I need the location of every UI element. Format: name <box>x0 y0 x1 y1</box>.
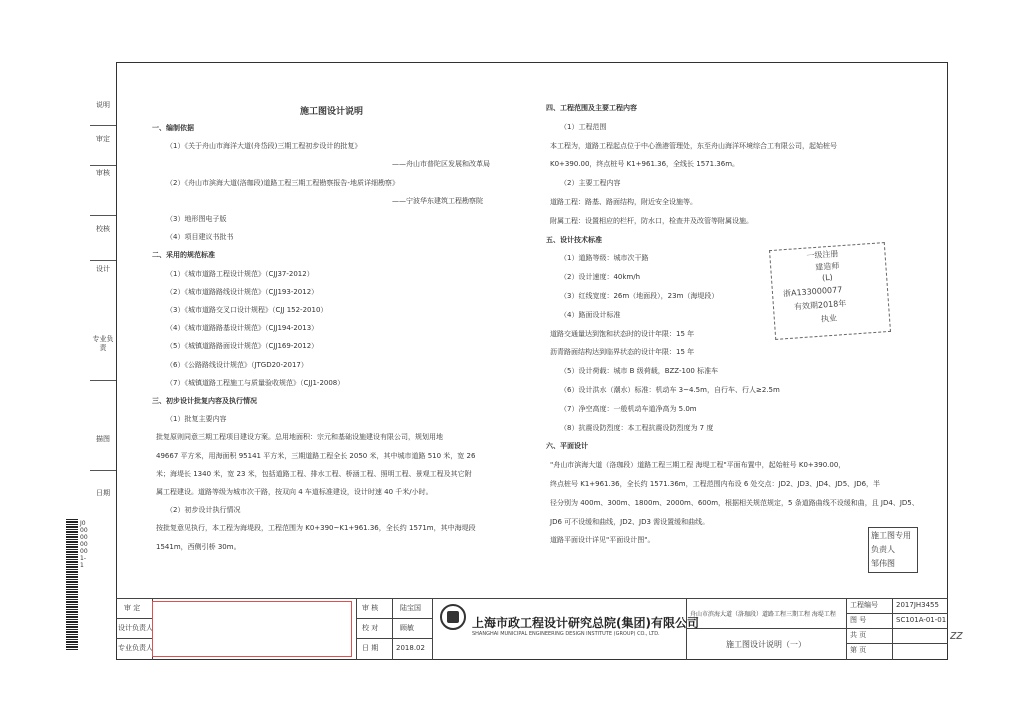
body-line: 按批复意见执行，本工程为海堤段，工程范围为 K0+390~K1+961.36，全长约 1571m，其中海堤段 <box>156 524 476 533</box>
strip-divider <box>90 260 116 261</box>
tb-label: 审 定 <box>124 604 141 612</box>
strip-label: 说明 <box>96 101 110 109</box>
tb-label: 日 期 <box>362 644 379 652</box>
body-line: 道路交通量达到饱和状态时的设计年限：15 年 <box>550 329 695 338</box>
tb-border <box>356 638 432 639</box>
strip-divider <box>90 165 116 166</box>
strip-divider <box>90 380 116 381</box>
body-line: 批复原则同意三期工程项目建设方案。总用地面积：宗元和基础设施建设有限公司，规划用地 <box>156 433 443 442</box>
body-line: （3）《城市道路交叉口设计规程》（CJJ 152-2010） <box>166 306 328 314</box>
registration-stamp <box>769 242 891 340</box>
stamp-text: 一级注册 <box>806 249 839 261</box>
body-line: （1）道路等级：城市次干路 <box>560 254 649 263</box>
body-line: 道路平面设计详见"平面设计图"。 <box>550 536 655 545</box>
sheet-title: 施工图设计说明（一） <box>726 640 806 649</box>
stamp-text: 浙A133000077 <box>782 285 843 299</box>
body-line: （5）《城镇道路路面设计规范》（CJJ169-2012） <box>166 342 319 351</box>
tb-value: 陆宝国 <box>400 604 421 612</box>
project-name: 舟山市滨海大道（洛珈段）道路工程三期工程 海堤工程 <box>690 611 836 618</box>
body-line: 本工程为，道路工程起点位于中心渔港管理处，东至舟山海洋环境综合工有限公司，起始桩号 <box>550 141 837 150</box>
body-line: （4）《城市道路路基设计规范》（CJJ194-2013） <box>166 324 319 333</box>
barcode <box>66 518 78 650</box>
tb-border <box>116 638 152 639</box>
strip-divider <box>90 470 116 471</box>
body-line: 49667 平方米，用海面积 95141 平方米，三期道路工程全长 2050 米，其中城市道路 510 米，宽 26 <box>156 451 476 460</box>
strip-label: 设计 <box>96 265 110 273</box>
stamp-text: 施工图专用 <box>871 531 911 540</box>
tb-border <box>432 598 433 660</box>
body-line: （2）主要工程内容 <box>560 179 621 188</box>
body-line: （5）设计荷载：城市 B 级荷载，BZZ-100 标准车 <box>560 367 719 376</box>
body-line: JD6 可不设缓和曲线，JD2、JD3 需设置缓和曲线。 <box>550 517 710 526</box>
company-logo-icon <box>440 604 466 630</box>
tb-border <box>892 598 893 660</box>
construction-drawing-stamp <box>868 527 918 573</box>
body-line: 沥青路面结构达到临界状态的设计年限：15 年 <box>550 348 695 357</box>
strip-label: 专业负责 <box>92 335 114 352</box>
body-line: （1）工程范围 <box>560 122 607 131</box>
section-heading: 五、设计技术标准 <box>546 235 602 244</box>
body-line: （1）《关于舟山市海洋大道(舟岱段)三期工程初步设计的批复》 <box>166 142 362 151</box>
section-heading: 一、编制依据 <box>152 124 194 132</box>
body-line: K0+390.00，终点桩号 K1+961.36，全线长 1571.36m。 <box>550 160 740 169</box>
drawing-number: SC101A-01-01 <box>896 616 947 624</box>
body-line: （6）设计洪水（潮水）标准：机动车 3~4.5m，自行车、行人≥2.5m <box>560 386 780 394</box>
redacted-area <box>152 601 352 657</box>
body-line: （7）《城镇道路工程施工与质量验收规范》（CJJ1-2008） <box>166 378 345 387</box>
tb-label: 第 页 <box>850 646 867 654</box>
body-line: （8）抗震设防烈度：本工程抗震设防烈度为 7 度 <box>560 423 714 432</box>
body-line: （2）《舟山市滨海大道(洛珈段)道路工程三期工程勘察报告-地质详细勘察》 <box>166 178 399 187</box>
body-line: "舟山市滨海大道（洛珈段）道路工程三期工程 海堤工程"平面布置中，起始桩号 K0+390.00， <box>550 461 846 470</box>
tb-border <box>116 618 152 619</box>
strip-label: 审定 <box>96 135 110 143</box>
left-revision-strip <box>90 95 116 515</box>
tb-border <box>846 613 948 614</box>
body-line: （2）《城市道路路线设计规范》（CJJ193-2012） <box>166 287 319 296</box>
stamp-text: 执业 <box>820 313 838 324</box>
strip-label: 描图 <box>96 435 110 443</box>
tb-border <box>846 628 948 629</box>
tb-value: 2018.02 <box>396 644 425 652</box>
stamp-text: (L) <box>821 272 834 283</box>
page-title: 施工图设计说明 <box>300 107 364 117</box>
strip-divider <box>90 215 116 216</box>
body-line: 径分别为 400m、300m、1800m、2000m、600m，根据相关规范规定，5 条道路曲线不设缓和曲，且 JD4、JD5、 <box>550 498 919 507</box>
body-line: （6）《公路路线设计规范》（JTGD20-2017） <box>166 360 308 369</box>
strip-label: 校核 <box>96 225 110 233</box>
stamp-text: 有效期2018年 <box>793 298 847 312</box>
tb-value: 顾敏 <box>400 624 414 632</box>
company-name-english: SHANGHAI MUNICIPAL ENGINEERING DESIGN INSTITUTE (GROUP) CO., LTD. <box>472 631 660 637</box>
body-line: 附属工程：设置相应的栏杆，防水口，检查井及改管等附属设施。 <box>550 216 753 225</box>
stamp-text: 建造师 <box>815 261 840 272</box>
section-heading: 三、初步设计批复内容及执行情况 <box>152 397 257 405</box>
body-line: 终点桩号 K1+961.36，全长约 1571.36m，工程范围内布设 6 处交点：JD2、JD3、JD4、JD5、JD6，半 <box>550 480 881 488</box>
section-heading: 六、平面设计 <box>546 442 588 451</box>
section-heading: 四、工程范围及主要工程内容 <box>546 104 637 112</box>
body-line: 1541m，西侧引桥 30m。 <box>156 542 241 551</box>
body-line: （3）地形图电子版 <box>166 215 227 223</box>
body-line: （1）批复主要内容 <box>166 415 227 424</box>
tb-border <box>686 628 846 629</box>
body-line: （4）路面设计标准 <box>560 310 621 319</box>
tb-border <box>356 598 357 660</box>
strip-label: 日期 <box>96 489 110 497</box>
tb-border <box>846 643 948 644</box>
body-line: （2）设计速度：40km/h <box>560 273 641 282</box>
handwritten-signature: zz <box>950 628 963 642</box>
strip-divider <box>90 125 116 126</box>
tb-label: 设计负责人 <box>118 624 153 632</box>
tb-label: 图 号 <box>850 616 867 624</box>
barcode-number: J0000000001-1 <box>80 520 88 569</box>
tb-border <box>846 598 847 660</box>
tb-label: 工程编号 <box>850 601 878 609</box>
body-line: ——舟山市普陀区发展和改革局 <box>392 160 490 169</box>
tb-border <box>116 598 948 599</box>
company-name: 上海市政工程设计研究总院(集团)有限公司 <box>472 616 699 630</box>
stamp-text: 负责人 <box>871 545 895 554</box>
project-number: 2017JH3455 <box>896 601 939 609</box>
tb-label: 共 页 <box>850 631 867 639</box>
tb-label: 校 对 <box>362 624 379 632</box>
body-line: 米；海堤长 1340 米，宽 23 米，包括道路工程、排水工程、桥涵工程、照明工程、景观工程及其它附 <box>156 469 472 478</box>
body-line: ——宁波华东建筑工程勘察院 <box>392 196 483 205</box>
tb-border <box>392 598 393 660</box>
body-line: 道路工程：路基、路面结构，附近安全设施等。 <box>550 198 697 206</box>
body-line: （4）项目建议书批书 <box>166 233 234 242</box>
strip-label: 审核 <box>96 169 110 177</box>
section-heading: 二、采用的规范标准 <box>152 251 215 260</box>
stamp-text: 邹伟图 <box>871 559 895 568</box>
body-line: （3）红线宽度：26m（地面段），23m（海堤段） <box>560 292 719 300</box>
tb-label: 审 核 <box>362 604 379 612</box>
body-line: （2）初步设计执行情况 <box>166 506 241 515</box>
tb-label: 专业负责人 <box>118 644 153 652</box>
body-line: （1）《城市道路工程设计规范》（CJJ37-2012） <box>166 269 314 278</box>
tb-border <box>356 618 432 619</box>
body-line: 属工程建设。道路等级为城市次干路，按双向 4 车道标准建设，设计时速 40 千米/小时。 <box>156 488 433 496</box>
body-line: （7）净空高度：一般机动车道净高为 5.0m <box>560 404 697 413</box>
